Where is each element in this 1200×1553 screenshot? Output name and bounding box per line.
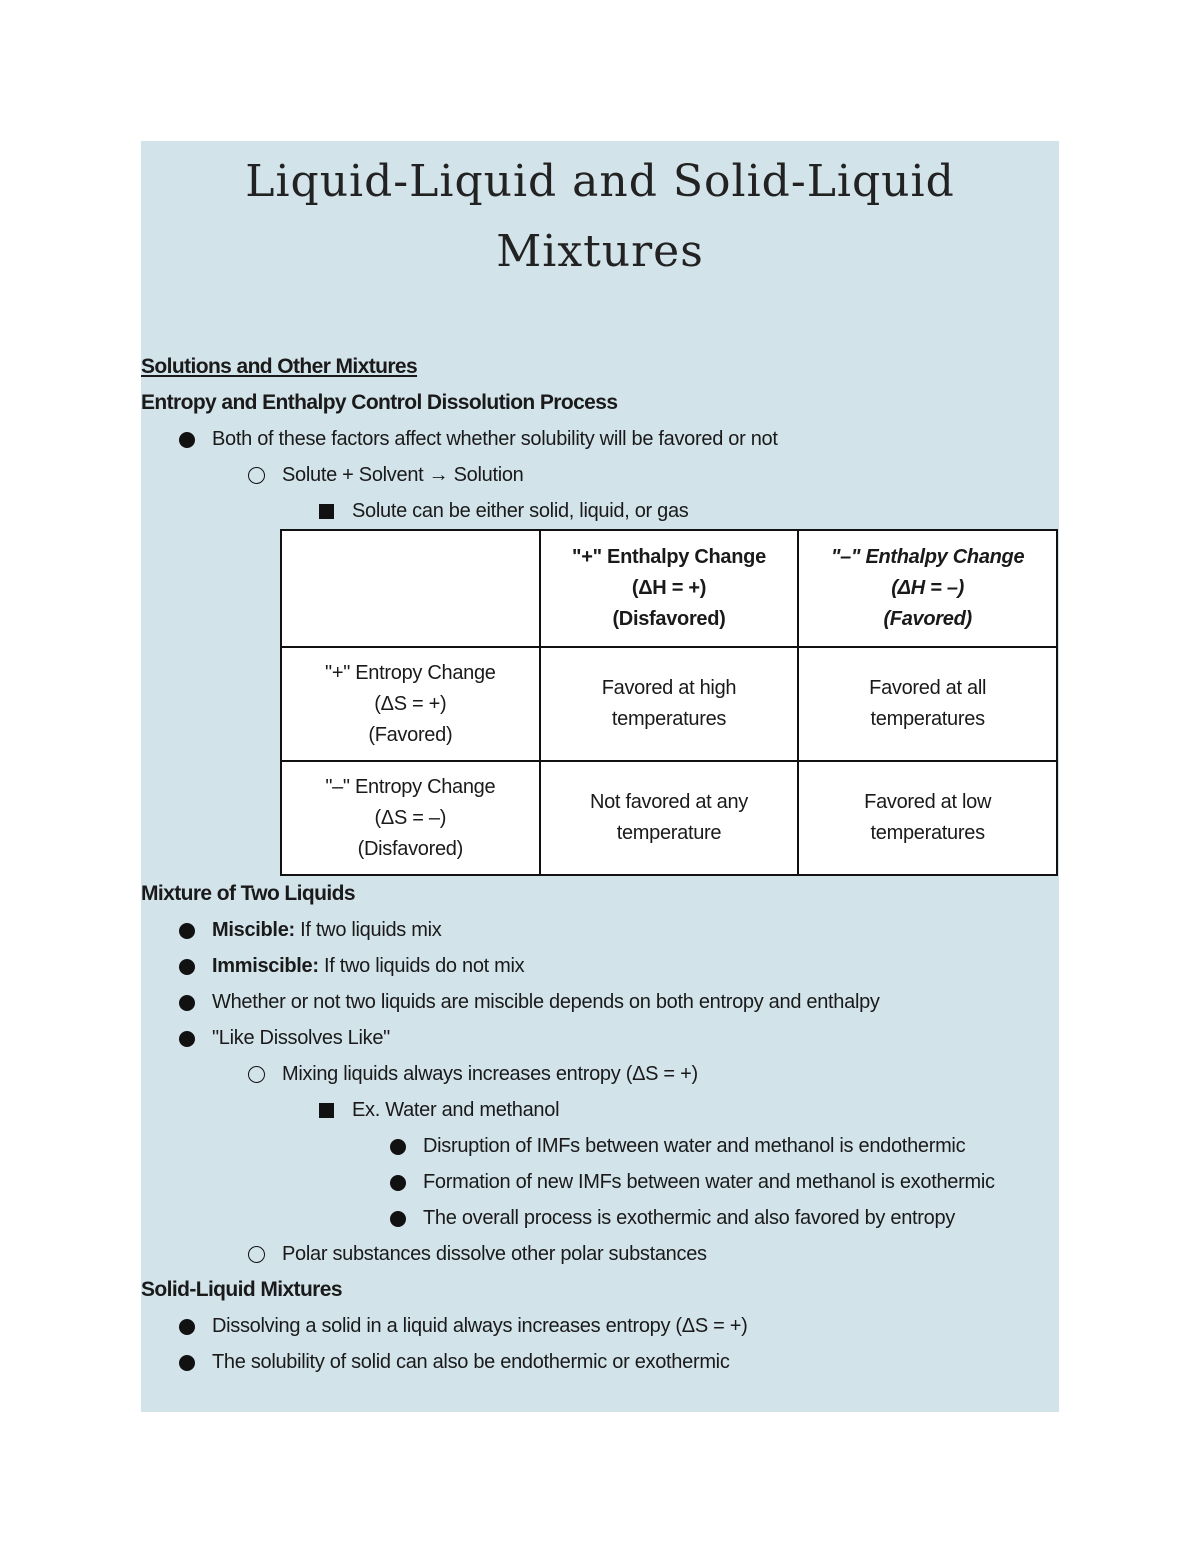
- bullet-dot-icon: [390, 1164, 406, 1203]
- bullet-square-icon: [319, 493, 334, 531]
- title-line-1: Liquid-Liquid and Solid-Liquid: [245, 156, 955, 207]
- list-item: "Like Dissolves Like": [141, 1020, 1059, 1056]
- list-item: Formation of new IMFs between water and methanol is exothermic: [141, 1164, 1059, 1200]
- bullet-dot-icon: [390, 1128, 406, 1167]
- table-header-enthalpy-positive: "+" Enthalpy Change (ΔH = +) (Disfavored): [540, 530, 799, 647]
- table-row: [281, 530, 1057, 647]
- section-heading-solutions: Solutions and Other Mixtures: [141, 355, 418, 378]
- table-cell: Favored at all temperatures: [798, 647, 1057, 761]
- bullet-dot-icon: [179, 948, 195, 987]
- bullet-circle-icon: [248, 1236, 265, 1275]
- list-item: Immiscible: If two liquids do not mix: [141, 948, 1059, 984]
- table-row: [281, 647, 1057, 761]
- list-item: Dissolving a solid in a liquid always increases entropy (ΔS = +): [141, 1308, 1059, 1344]
- page-title: [141, 147, 1059, 287]
- list-item: Solute + Solvent → Solution: [141, 457, 1059, 493]
- list-item: Miscible: If two liquids mix: [141, 912, 1059, 948]
- bullet-circle-icon: [248, 457, 265, 496]
- table-row: [281, 761, 1057, 875]
- list-item: Disruption of IMFs between water and methanol is endothermic: [141, 1128, 1059, 1164]
- list-item: Mixing liquids always increases entropy (ΔS = +): [141, 1056, 1059, 1092]
- list-item: The overall process is exothermic and also favored by entropy: [141, 1200, 1059, 1236]
- table-corner-cell: [281, 530, 540, 647]
- section-heading-two-liquids: Mixture of Two Liquids: [141, 882, 355, 905]
- table-cell: Not favored at any temperature: [540, 761, 799, 875]
- list-item: Polar substances dissolve other polar substances: [141, 1236, 1059, 1272]
- list-item: Both of these factors affect whether solubility will be favored or not: [141, 421, 1059, 457]
- table-cell: Favored at low temperatures: [798, 761, 1057, 875]
- table-header-enthalpy-negative: "–" Enthalpy Change (ΔH = –) (Favored): [798, 530, 1057, 647]
- bullet-dot-icon: [179, 912, 195, 951]
- table-row-header-entropy-positive: "+" Entropy Change (ΔS = +) (Favored): [281, 647, 540, 761]
- bullet-square-icon: [319, 1092, 334, 1130]
- list-item: Solute can be either solid, liquid, or gas: [141, 493, 1059, 529]
- bullet-dot-icon: [179, 984, 195, 1023]
- list-item: Whether or not two liquids are miscible depends on both entropy and enthalpy: [141, 984, 1059, 1020]
- bullet-circle-icon: [248, 1056, 265, 1095]
- table-row-header-entropy-negative: "–" Entropy Change (ΔS = –) (Disfavored): [281, 761, 540, 875]
- subheading-entropy-enthalpy: Entropy and Enthalpy Control Dissolution Process: [141, 391, 618, 414]
- section-heading-solid-liquid: Solid-Liquid Mixtures: [141, 1278, 342, 1301]
- bullet-dot-icon: [179, 1020, 195, 1059]
- notes-content: [141, 349, 1059, 1380]
- notes-page: [141, 141, 1059, 1412]
- title-line-2: Mixtures: [496, 226, 704, 277]
- bullet-dot-icon: [390, 1200, 406, 1239]
- bullet-dot-icon: [179, 1344, 195, 1383]
- entropy-enthalpy-table: [280, 529, 1058, 876]
- list-item: Ex. Water and methanol: [141, 1092, 1059, 1128]
- bullet-dot-icon: [179, 421, 195, 460]
- list-item: The solubility of solid can also be endothermic or exothermic: [141, 1344, 1059, 1380]
- table-cell: Favored at high temperatures: [540, 647, 799, 761]
- bullet-dot-icon: [179, 1308, 195, 1347]
